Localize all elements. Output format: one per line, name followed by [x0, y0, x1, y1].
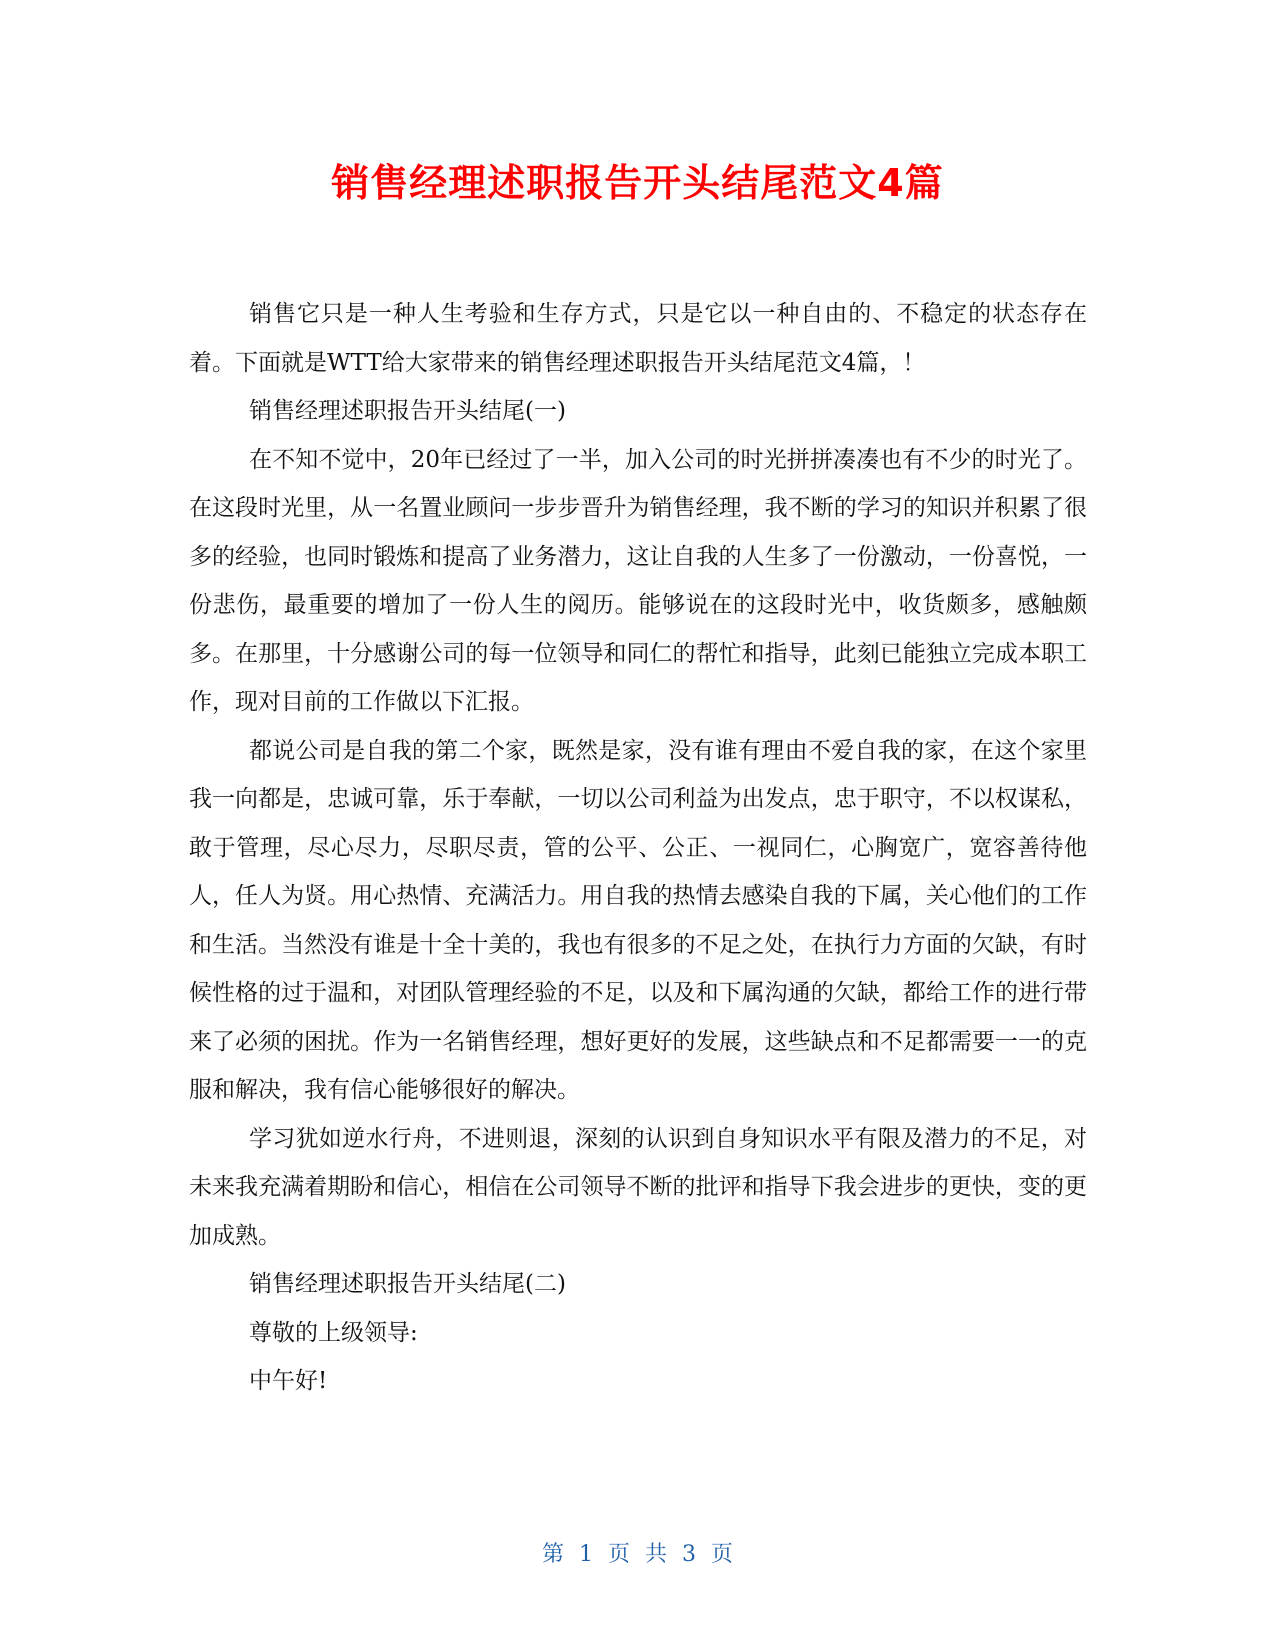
intro-paragraph: 销售它只是一种人生考验和生存方式，只是它以一种自由的、不稳定的状态存在着。下面就是WTT给大家带来的销售经理述职报告开头结尾范文4篇，！	[189, 301, 1087, 376]
salutation: 尊敬的上级领导:	[249, 1319, 418, 1346]
body-paragraph: 都说公司是自我的第二个家，既然是家，没有谁有理由不爱自我的家，在这个家里我一向都是，忠诚可靠，乐于奉献，一切以公司利益为出发点，忠于职守，不以权谋私，敢于管理，尽心尽力，尽职尽责，管的公平、公正、一视同仁，心胸宽广，宽容善待他人，任人为贤。用心热情、充满活力。用自我的热情去感染自我的下属，关心他们的工作和生活。当然没有谁是十全十美的，我也有很多的不足之处，在执行力方面的欠缺，有时候性格的过于温和，对团队管理经验的不足，以及和下属沟通的欠缺，都给工作的进行带来了必须的困扰。作为一名销售经理，想好更好的发展，这些缺点和不足都需要一一的克服和解决，我有信心能够很好的解决。	[189, 737, 1087, 1103]
document-title: 销售经理述职报告开头结尾范文4篇	[331, 161, 944, 205]
document-body	[189, 290, 1087, 1406]
greeting: 中午好!	[249, 1368, 328, 1394]
section-heading-1: 销售经理述职报告开头结尾(一)	[249, 398, 566, 424]
section-heading-2: 销售经理述职报告开头结尾(二)	[249, 1271, 566, 1297]
body-paragraph: 学习犹如逆水行舟，不进则退，深刻的认识到自身知识水平有限及潜力的不足，对未来我充满着期盼和信心，相信在公司领导不断的批评和指导下我会进步的更快，变的更加成熟。	[189, 1125, 1087, 1249]
body-paragraph: 在不知不觉中，20年已经过了一半，加入公司的时光拼拼凑凑也有不少的时光了。在这段时光里，从一名置业顾问一步步晋升为销售经理，我不断的学习的知识并积累了很多的经验，也同时锻炼和提高了业务潜力，这让自我的人生多了一份激动，一份喜悦，一份悲伤，最重要的增加了一份人生的阅历。能够说在的这段时光中，收货颇多，感触颇多。在那里，十分感谢公司的每一位领导和同仁的帮忙和指导，此刻已能独立完成本职工作，现对目前的工作做以下汇报。	[189, 446, 1087, 715]
page-number-footer: 第 1 页 共 3 页	[542, 1542, 733, 1567]
